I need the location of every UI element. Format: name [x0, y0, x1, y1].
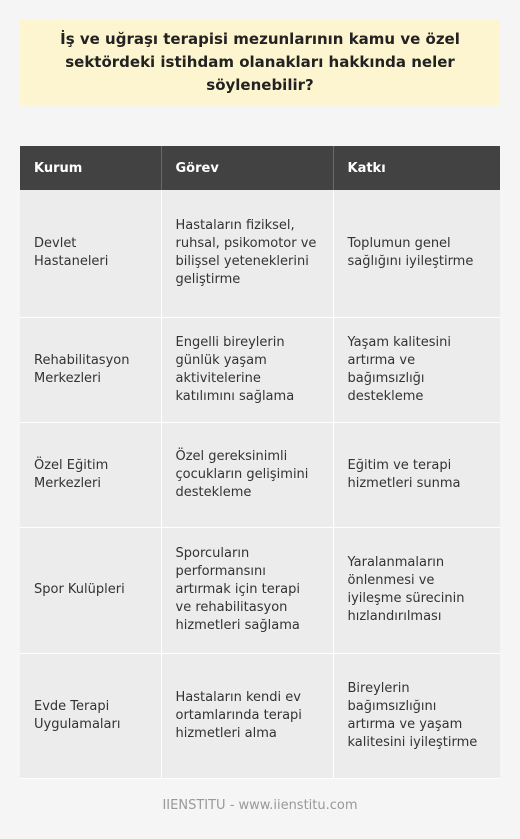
table-row: [20, 190, 500, 317]
cell-institution: Spor Kulüpleri: [20, 527, 161, 653]
table-row: [20, 527, 500, 653]
cell-task: Hastaların fiziksel, ruhsal, psikomotor ve bilişsel yeteneklerini geliştirme: [161, 190, 333, 317]
cell-contribution: Eğitim ve terapi hizmetleri sunma: [333, 422, 500, 527]
table-header-row: [20, 146, 500, 190]
cell-contribution: Toplumun genel sağlığını iyileştirme: [333, 190, 500, 317]
header-task: Görev: [161, 146, 333, 190]
cell-contribution: Bireylerin bağımsızlığını artırma ve yaşam kalitesini iyileştirme: [333, 653, 500, 778]
footer-credit: IIENSTITU - www.iienstitu.com: [162, 798, 358, 813]
cell-contribution: Yaralanmaların önlenmesi ve iyileşme sürecinin hızlandırılması: [333, 527, 500, 653]
table-row: [20, 317, 500, 422]
table-row: [20, 422, 500, 527]
cell-task: Engelli bireylerin günlük yaşam aktivitelerine katılımını sağlama: [161, 317, 333, 422]
cell-institution: Devlet Hastaneleri: [20, 190, 161, 317]
header-contribution: Katkı: [333, 146, 500, 190]
cell-institution: Evde Terapi Uygulamaları: [20, 653, 161, 778]
cell-task: Özel gereksinimli çocukların gelişimini destekleme: [161, 422, 333, 527]
cell-contribution: Yaşam kalitesini artırma ve bağımsızlığı destekleme: [333, 317, 500, 422]
cell-task: Sporcuların performansını artırmak için terapi ve rehabilitasyon hizmetleri sağlama: [161, 527, 333, 653]
cell-task: Hastaların kendi ev ortamlarında terapi hizmetleri alma: [161, 653, 333, 778]
cell-institution: Özel Eğitim Merkezleri: [20, 422, 161, 527]
header-institution: Kurum: [20, 146, 161, 190]
title-banner: [20, 20, 500, 105]
cell-institution: Rehabilitasyon Merkezleri: [20, 317, 161, 422]
employment-table: [20, 146, 500, 779]
table-row: [20, 653, 500, 778]
page-title: İş ve uğraşı terapisi mezunlarının kamu ve özel sektördeki istihdam olanakları hakkında neler söylenebilir?: [60, 30, 460, 94]
